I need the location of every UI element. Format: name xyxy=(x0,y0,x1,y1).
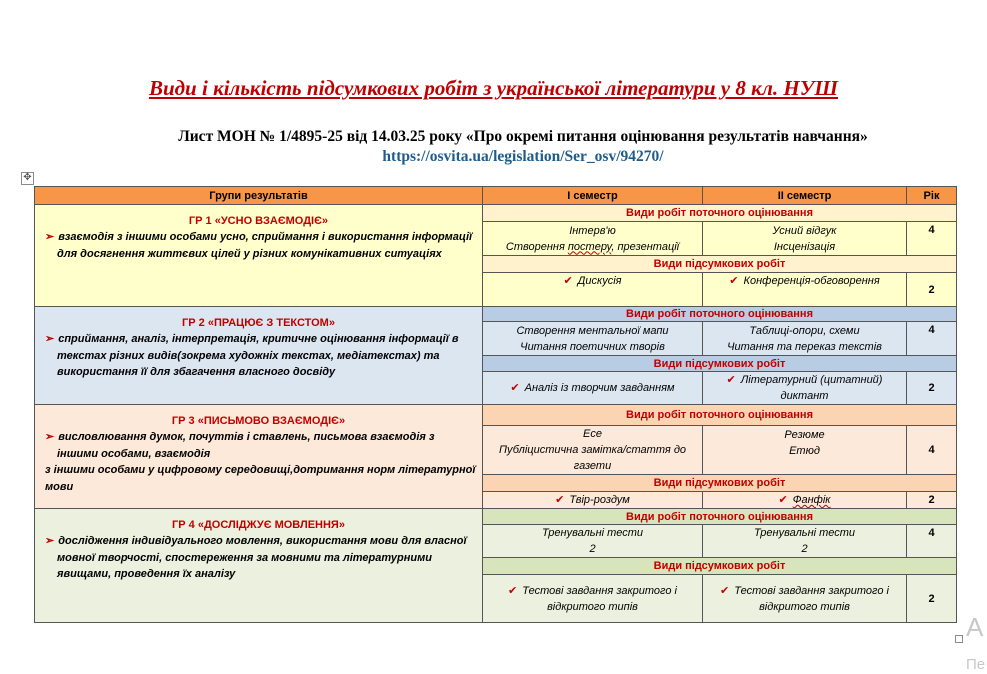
group-2-title: ГР 2 «ПРАЦЮЄ З ТЕКСТОМ» xyxy=(182,317,335,329)
group-2-current-label: Види робіт поточного оцінювання xyxy=(483,307,957,322)
checkmark-icon: ✔ xyxy=(778,494,788,506)
group-2-current-year: 4 xyxy=(907,322,957,356)
group-1-current-year: 4 xyxy=(907,222,957,256)
group-2-description: сприймання, аналіз, інтерпретація, критичне оцінювання інформації в текстах різних видів(зокрема художніх текстах, медіатекстах) та використання її для збагачення власного досвіду xyxy=(57,333,459,378)
checkmark-icon: ✔ xyxy=(508,584,518,597)
group-1-final-year: 2 xyxy=(907,273,957,307)
group-2-current-s2: Таблиці-опори, схеми Читання та переказ текстів xyxy=(703,322,907,356)
group-1-title: ГР 1 «УСНО ВЗАЄМОДІЄ» xyxy=(188,215,329,227)
group-4-final-s2: ✔ Тестові завдання закритого і відкритого типів xyxy=(703,575,907,623)
group-3-final-s1: ✔ Твір-роздум xyxy=(483,492,703,509)
group-3-current-label: Види робіт поточного оцінювання xyxy=(483,405,957,426)
table-row xyxy=(35,509,957,525)
group-2-final-label: Види підсумкових робіт xyxy=(483,356,957,372)
group-1-current-label: Види робіт поточного оцінювання xyxy=(483,205,957,222)
table-move-handle-icon[interactable]: ✥ xyxy=(21,172,34,185)
group-1-final-s1: ✔ Дискусія xyxy=(483,273,703,307)
arrow-bullet-icon: ➢ xyxy=(45,431,55,443)
group-1-final-s2: ✔ Конференція-обговорення xyxy=(703,273,907,307)
group-2-final-year: 2 xyxy=(907,372,957,405)
group-3-current-s2: Резюме Етюд xyxy=(703,426,907,475)
table-resize-handle[interactable] xyxy=(955,635,963,643)
arrow-bullet-icon: ➢ xyxy=(45,231,55,243)
table-row xyxy=(35,307,957,322)
source-link[interactable]: https://osvita.ua/legislation/Ser_osv/94270/ xyxy=(382,148,664,165)
checkmark-icon: ✔ xyxy=(510,382,520,394)
header-semester-2: ІІ семестр xyxy=(703,187,907,205)
group-3-title: ГР 3 «ПИСЬМОВО ВЗАЄМОДІЄ» xyxy=(171,415,346,427)
group-2-final-s2: ✔ Літературний (цитатний) диктант xyxy=(703,372,907,405)
group-4-title: ГР 4 «ДОСЛІДЖУЄ МОВЛЕННЯ» xyxy=(172,519,345,531)
group-4-current-s2: Тренувальні тести 2 xyxy=(703,525,907,558)
group-3-description-extra: з іншими особами у цифровому середовищі,дотримання норм літературної мови xyxy=(45,464,476,493)
group-3-final-label: Види підсумкових робіт xyxy=(483,475,957,492)
group-4-final-label: Види підсумкових робіт xyxy=(483,558,957,575)
checkmark-icon: ✔ xyxy=(563,275,573,287)
checkmark-icon: ✔ xyxy=(555,494,565,506)
results-table xyxy=(34,186,957,623)
header-semester-1: І семестр xyxy=(483,187,703,205)
group-4-current-label: Види робіт поточного оцінювання xyxy=(483,509,957,525)
group-3-final-year: 2 xyxy=(907,492,957,509)
group-4-current-s1: Тренувальні тести 2 xyxy=(483,525,703,558)
side-partial-text-bottom: Пе xyxy=(966,656,986,673)
group-3-current-s1: Есе Публіцистична замітка/стаття до газети xyxy=(483,426,703,475)
group-4-current-year: 4 xyxy=(907,525,957,558)
group-3-current-year: 4 xyxy=(907,426,957,475)
checkmark-icon: ✔ xyxy=(726,374,736,386)
document-title: Види і кількість підсумкових робіт з української літератури у 8 кл. НУШ xyxy=(148,76,839,100)
checkmark-icon: ✔ xyxy=(729,275,739,287)
table-row xyxy=(35,405,957,426)
group-3-cell xyxy=(35,405,483,509)
group-2-final-s1: ✔ Аналіз із творчим завданням xyxy=(483,372,703,405)
group-1-final-label: Види підсумкових робіт xyxy=(483,256,957,273)
arrow-bullet-icon: ➢ xyxy=(45,333,55,345)
group-1-current-s1: Інтерв'ю Створення постеру, презентації xyxy=(483,222,703,256)
side-partial-text-top: А xyxy=(966,612,984,642)
group-1-current-s2: Усний відгук Інсценізація xyxy=(703,222,907,256)
group-4-final-s1: ✔ Тестові завдання закритого і відкритого типів xyxy=(483,575,703,623)
table-row xyxy=(35,205,957,222)
arrow-bullet-icon: ➢ xyxy=(45,535,55,547)
document-subtitle: Лист МОН № 1/4895-25 від 14.03.25 року «Про окремі питання оцінювання результатів навчання» xyxy=(178,128,868,145)
group-2-cell xyxy=(35,307,483,405)
header-groups: Групи результатів xyxy=(35,187,483,205)
group-4-final-year: 2 xyxy=(907,575,957,623)
checkmark-icon: ✔ xyxy=(720,584,730,597)
group-4-cell xyxy=(35,509,483,623)
group-1-cell xyxy=(35,205,483,307)
group-3-final-s2: ✔ Фанфік xyxy=(703,492,907,509)
group-3-description: висловлювання думок, почуттів і ставлень, письмова взаємодія з іншими особами, взаємодія xyxy=(57,431,435,460)
group-4-description: дослідження індивідуального мовлення, використання мови для власної мовної творчості, спостереження за мовними та літературними явищами, проведення їх аналізу xyxy=(57,535,467,580)
header-year: Рік xyxy=(907,187,957,205)
group-2-current-s1: Створення ментальної мапи Читання поетичних творів xyxy=(483,322,703,356)
table-header-row xyxy=(35,187,957,205)
group-1-description: взаємодія з іншими особами усно, сприймання і використання інформації для досягнення життєвих цілей у різних комунікативних ситуаціях xyxy=(57,231,473,260)
